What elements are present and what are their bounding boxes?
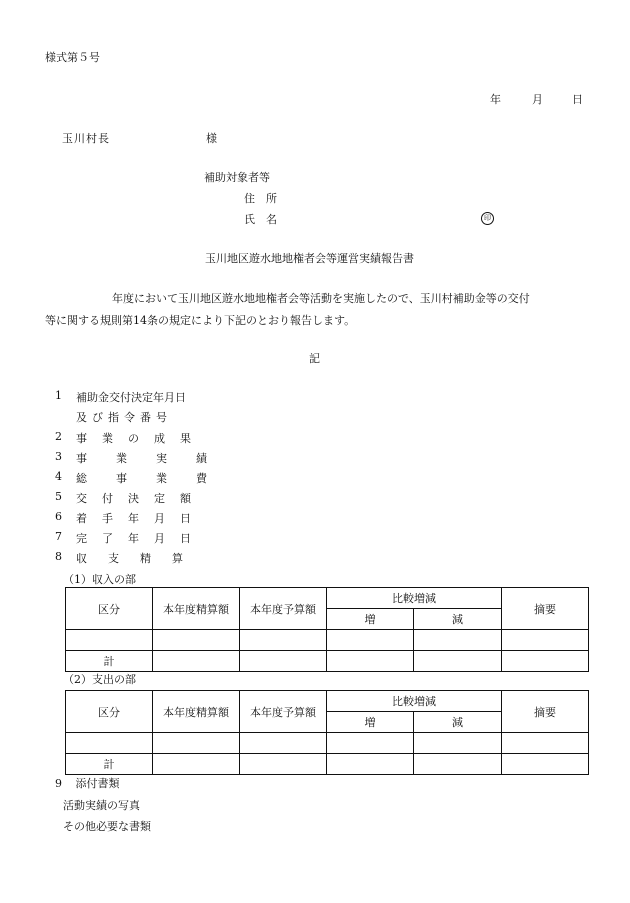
attachment-line: その他必要な書類: [63, 820, 151, 833]
col-increase: 増: [327, 609, 414, 630]
body-line-2: 等に関する規則第14条の規定により下記のとおり報告します。: [45, 314, 356, 327]
total-label: 計: [66, 754, 153, 775]
col-decrease: 減: [414, 609, 502, 630]
seal-mark: [481, 210, 494, 225]
col-decrease: 減: [414, 712, 502, 733]
date-month: 月: [532, 93, 543, 106]
income-caption: （1）収入の部: [63, 573, 136, 586]
seal-icon: 印: [481, 212, 494, 225]
table-row: [66, 630, 589, 651]
total-label: 計: [66, 651, 153, 672]
col-compare: 比較増減: [327, 588, 502, 609]
date-day: 日: [572, 93, 583, 106]
attachments-heading: 9 添付書類: [55, 777, 120, 790]
col-remarks: 摘要: [502, 691, 589, 733]
applicant-address-label: 住 所: [244, 192, 277, 205]
col-remarks: 摘要: [502, 588, 589, 630]
list-item: 及び指令番号: [76, 411, 172, 424]
addressee-honorific: 様: [206, 132, 217, 145]
form-number: 様式第５号: [45, 51, 100, 64]
table-row: [66, 754, 589, 775]
addressee-name: 玉川村長: [62, 132, 110, 145]
col-category: 区分: [66, 588, 153, 630]
date-year: 年: [490, 93, 501, 106]
col-settled: 本年度精算額: [153, 691, 240, 733]
table-row: [66, 651, 589, 672]
applicant-name-label: 氏 名: [244, 213, 277, 226]
attachment-line: 活動実績の写真: [63, 799, 140, 812]
expense-table: [65, 690, 589, 775]
col-category: 区分: [66, 691, 153, 733]
applicant-heading: 補助対象者等: [204, 171, 270, 184]
col-budget: 本年度予算額: [240, 588, 327, 630]
col-budget: 本年度予算額: [240, 691, 327, 733]
body-line-1: 年度において玉川地区遊水地地権者会等活動を実施したので、玉川村補助金等の交付: [112, 292, 530, 305]
col-increase: 増: [327, 712, 414, 733]
col-compare: 比較増減: [327, 691, 502, 712]
expense-caption: （2）支出の部: [63, 673, 136, 686]
ki-heading: 記: [309, 352, 320, 365]
income-table: [65, 587, 589, 672]
col-settled: 本年度精算額: [153, 588, 240, 630]
table-row: [66, 733, 589, 754]
document-title: 玉川地区遊水地地権者会等運営実績報告書: [205, 252, 414, 265]
